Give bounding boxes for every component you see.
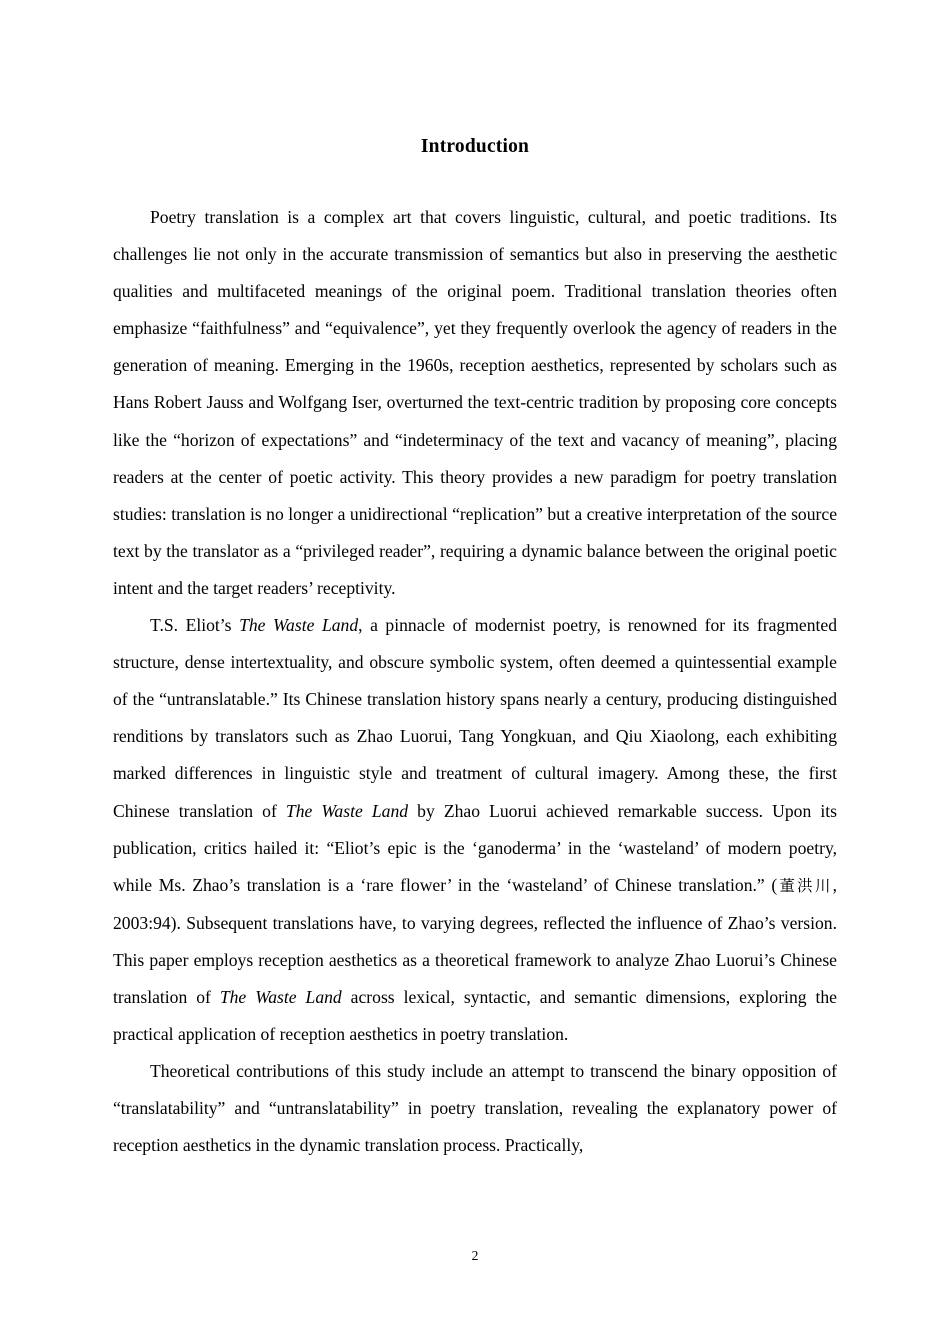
italic-title-run: The Waste Land (285, 800, 409, 821)
text-run: , a pinnacle of modernist poetry, is renowned for its fragmented structure, dense intertextuality, and obscure symbolic system, often deemed a quintessential example of the “untranslatable.” Its Chinese translation history spans nearly a century, producing distinguished renditions by translators such as Zhao Luorui, Tang Yongkuan, and Qiu Xiaolong, each exhibiting marked differences in linguistic style and treatment of cultural imagery. Among these, the first Chinese translation of (113, 615, 837, 821)
text-run: across lexical, syntactic, and semantic dimensions, exploring the practical application of reception aesthetics in poetry translation. (113, 986, 837, 1045)
text-run: by Zhao Luorui achieved remarkable success. Upon its publication, critics hailed it: “Eliot’s epic is the ‘ganoderma’ in the ‘wasteland’ of modern poetry, while Ms. Zhao’s translation is a ‘rare flower’ in the ‘wasteland’ of Chinese translation.” ( (113, 800, 837, 895)
page-title: Introduction (420, 136, 530, 157)
paragraph-1 (113, 199, 837, 607)
page-content (113, 0, 837, 1164)
body-text-block (113, 199, 837, 1164)
paragraph-2 (113, 607, 837, 1053)
text-run: , 2003:94). Subsequent translations have, to varying degrees, reflected the influence of Zhao’s version. This paper employs reception aesthetics as a theoretical framework to analyze Zhao Luorui’s Chinese translation of (113, 874, 837, 1007)
text-run: Theoretical contributions of this study include an attempt to transcend the binary opposition of “translatability” and “untranslatability” in poetry translation, revealing the explanatory power of reception aesthetics in the dynamic translation process. Practically, (113, 1061, 837, 1156)
italic-title-run: The Waste Land (219, 986, 342, 1007)
page-number: 2 (471, 1248, 479, 1263)
paragraph-3 (113, 1053, 837, 1164)
text-run: T.S. Eliot’s (150, 615, 240, 636)
cjk-citation-run: 董洪川 (777, 876, 833, 895)
italic-title-run: The Waste Land (239, 615, 359, 636)
text-run: Poetry translation is a complex art that covers linguistic, cultural, and poetic traditions. Its challenges lie not only in the accurate transmission of semantics but also in preserving the aesthetic qualities and multifaceted meanings of the original poem. Traditional translation theories often emphasize “faithfulness” and “equivalence”, yet they frequently overlook the agency of readers in the generation of meaning. Emerging in the 1960s, reception aesthetics, represented by scholars such as Hans Robert Jauss and Wolfgang Iser, overturned the text-centric tradition by proposing core concepts like the “horizon of expectations” and “indeterminacy of the text and vacancy of meaning”, placing readers at the center of poetic activity. This theory provides a new paradigm for poetry translation studies: translation is no longer a unidirectional “replication” but a creative interpretation of the source text by the translator as a “privileged reader”, requiring a dynamic balance between the original poetic intent and the target readers’ receptivity. (113, 207, 837, 598)
